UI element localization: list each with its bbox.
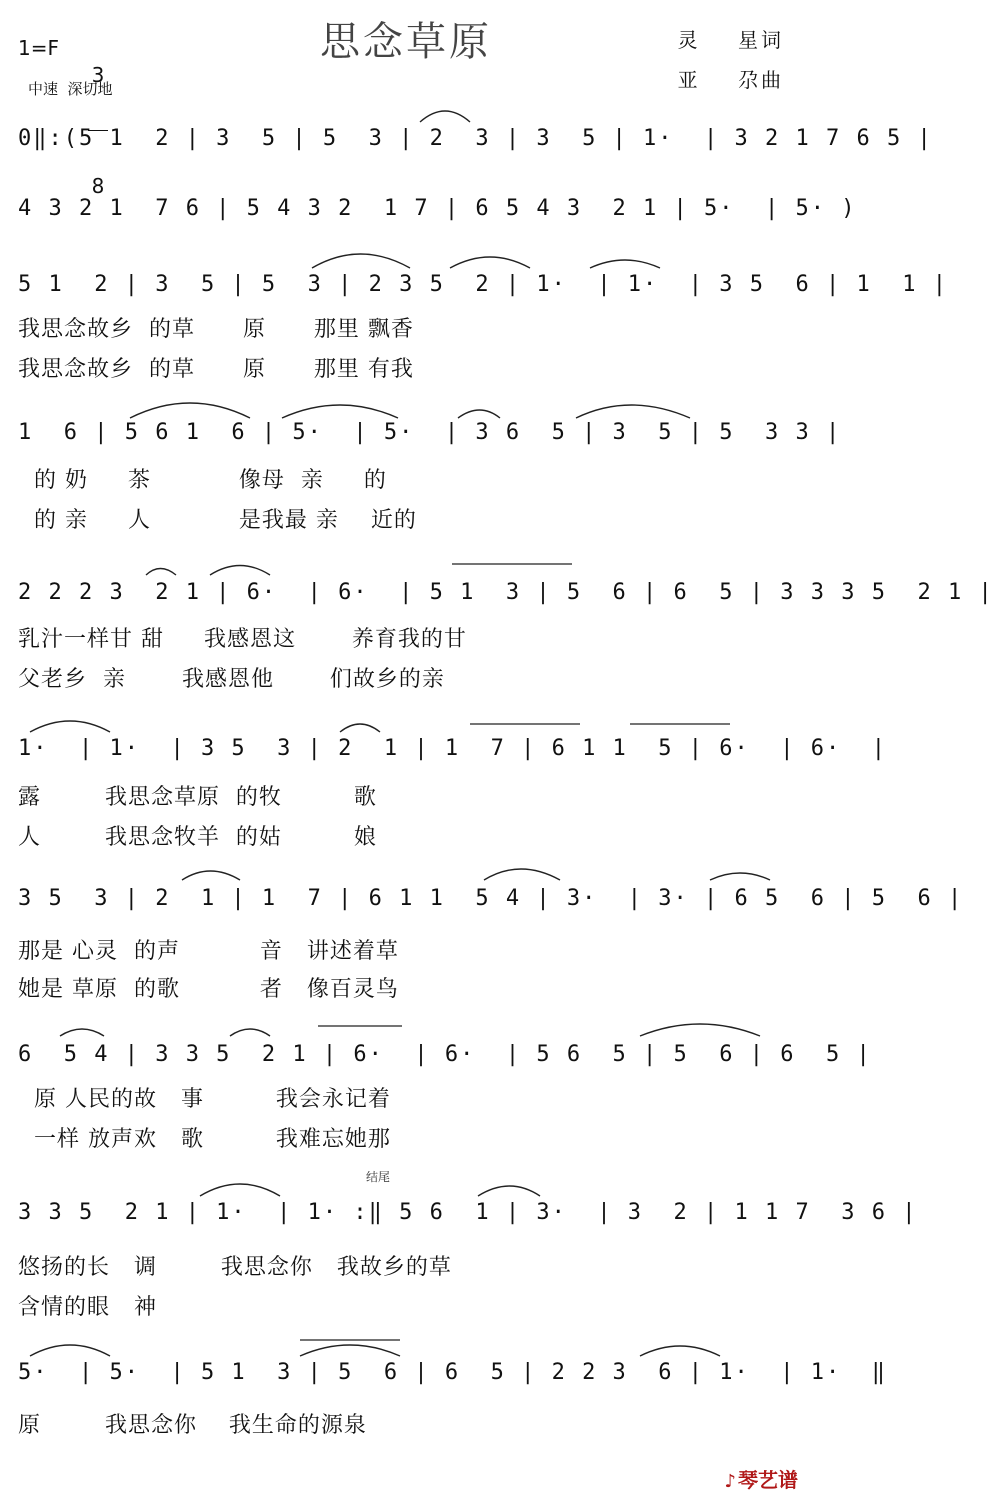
lyric-line-7-verse-2: 她是 草原 的歌 者 像百灵鸟: [18, 977, 399, 1002]
site-logo: [711, 1440, 798, 1493]
music-line-7: 3 5 3 | 2 1 | 1 7 | 6 1 1 5 4 | 3· | 3· | 6 5 6 | 5 6 |: [18, 886, 964, 911]
lyric-line-9-verse-2: 含情的眼 神: [18, 1295, 157, 1320]
music-line-10: 5· | 5· | 5 1 3 | 5 6 | 6 5 | 2 2 3 6 | 1· | 1· ‖: [18, 1360, 887, 1385]
lyric-line-3-verse-1: 我思念故乡 的草 原 那里 飘香: [18, 317, 414, 342]
time-signature-bottom: 8: [91, 174, 105, 198]
music-line-9: 3 3 5 2 1 | 1· | 1· :‖ 5 6 1 | 3· | 3 2 | 1 1 7 3 6 |: [18, 1200, 918, 1225]
lyric-line-8-verse-2: 一样 放声欢 歌 我难忘她那: [18, 1127, 391, 1152]
logo-text: 琴艺谱: [738, 1468, 798, 1492]
lyric-line-7-verse-1: 那是 心灵 的声 音 讲述着草: [18, 939, 399, 964]
music-line-5: 2 2 2 3 2 1 | 6· | 6· | 5 1 3 | 5 6 | 6 5 | 3 3 3 5 2 1 |: [18, 580, 994, 605]
lyric-line-6-verse-2: 人 我思念牧羊 的姑 娘: [18, 825, 377, 850]
lyric-line-10-verse-1: 原 我思念你 我生命的源泉: [18, 1413, 367, 1438]
lyric-line-4-verse-2: 的 亲 人 是我最 亲 近的: [18, 508, 417, 533]
music-line-6: 1· | 1· | 3 5 3 | 2 1 | 1 7 | 6 1 1 5 | 6· | 6· |: [18, 736, 887, 761]
lyric-line-8-verse-1: 原 人民的故 事 我会永记着: [18, 1087, 391, 1112]
music-line-2: 4 3 2 1 7 6 | 5 4 3 2 1 7 | 6 5 4 3 2 1 | 5· | 5· ): [18, 196, 857, 221]
music-line-4: 1 6 | 5 6 1 6 | 5· | 5· | 3 6 5 | 3 5 | 5 3 3 |: [18, 420, 842, 445]
lyric-line-5-verse-2: 父老乡 亲 我感恩他 们故乡的亲: [18, 667, 445, 692]
music-line-8: 6 5 4 | 3 3 5 2 1 | 6· | 6· | 5 6 5 | 5 6 | 6 5 |: [18, 1042, 872, 1067]
song-title: 思念草原: [320, 19, 492, 65]
lyric-line-6-verse-1: 露 我思念草原 的牧 歌: [18, 785, 377, 810]
music-line-1: 0‖:(5 1 2 | 3 5 | 5 3 | 2 3 | 3 5 | 1· | 3 2 1 7 6 5 |: [18, 126, 933, 151]
lyric-line-4-verse-1: 的 奶 茶 像母 亲 的: [18, 468, 387, 493]
lyric-line-9-verse-1: 悠扬的长 调 我思念你 我故乡的草: [18, 1255, 452, 1280]
music-line-3: 5 1 2 | 3 5 | 5 3 | 2 3 5 2 | 1· | 1· | 3 5 6 | 1 1 |: [18, 272, 948, 297]
logo-icon: ♪: [724, 1471, 736, 1492]
lyric-line-3-verse-2: 我思念故乡 的草 原 那里 有我: [18, 357, 414, 382]
composer-credit: 亚 尕曲: [677, 68, 784, 92]
lyricist-credit: 灵 星词: [677, 28, 784, 52]
key-signature: 1=F: [18, 36, 59, 60]
ending-label: 结尾: [366, 1170, 391, 1184]
tempo-marking: 中速 深切地: [28, 80, 113, 98]
lyric-line-5-verse-1: 乳汁一样甘 甜 我感恩这 养育我的甘: [18, 627, 467, 652]
time-signature-top: 3: [91, 63, 105, 87]
